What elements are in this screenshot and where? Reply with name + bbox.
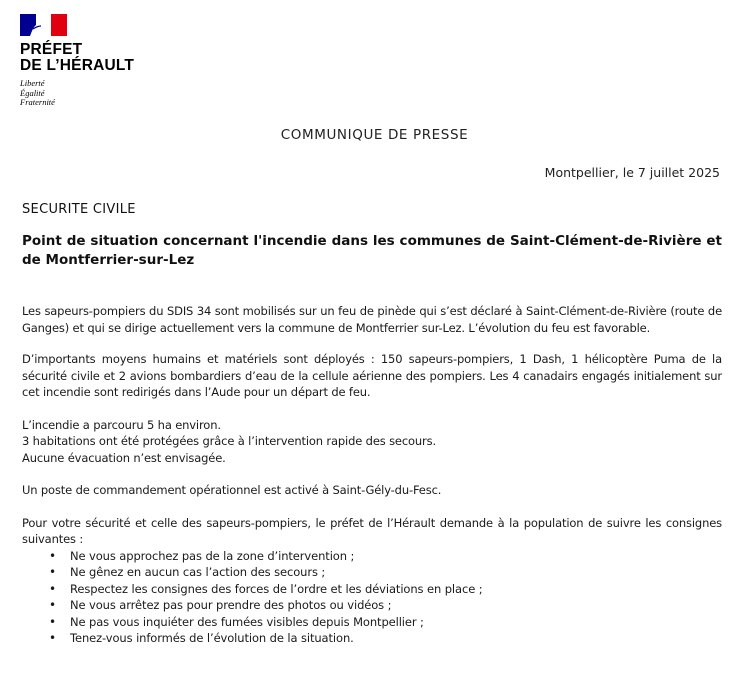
republic-motto (20, 79, 134, 108)
consignes-list (22, 548, 722, 647)
list-item: • Ne vous arrêtez pas pour prendre des photos ou vidéos ; (22, 597, 722, 614)
list-item: • Ne pas vous inquiéter des fumées visibles depuis Montpellier ; (22, 614, 722, 631)
motto-fraternite: Fraternité (20, 97, 55, 107)
bilan-line-surface: L’incendie a parcouru 5 ha environ. (22, 417, 221, 432)
section-heading: SECURITE CIVILE (22, 202, 136, 217)
document-body (22, 303, 722, 647)
prefecture-logo (20, 14, 134, 108)
flag-red-band (51, 14, 67, 36)
list-item: • Ne vous approchez pas de la zone d’intervention ; (22, 548, 722, 565)
paragraph-consignes-intro: Pour votre sécurité et celle des sapeurs-pompiers, le préfet de l’Hérault demande à la population de suivre les consignes suivantes : (22, 515, 722, 546)
list-item: • Ne gênez en aucun cas l’action des secours ; (22, 564, 722, 581)
document-date: Montpellier, le 7 juillet 2025 (544, 165, 720, 180)
prefet-title-line-2: DE L’HÉRAULT (20, 57, 135, 74)
document-subject: Point de situation concernant l'incendie dans les communes de Saint-Clément-de-Rivière et de Montferrier-sur-Lez (22, 233, 722, 268)
prefet-title-line-1: PRÉFET (20, 41, 83, 58)
bilan-line-habitations: 3 habitations ont été protégées grâce à l’intervention rapide des secours. (22, 434, 436, 448)
paragraph-moyens: D’importants moyens humains et matériels sont déployés : 150 sapeurs-pompiers, 1 Dash, 1 hélicoptère Puma de la sécurité civile et 2 avions bombardiers d’eau de la cellule aérienne des pompiers. Les 4 canadairs engagés initialement sur cet incendie sont redirigés dans l’Aude pour un départ de feu. (22, 352, 722, 399)
list-item: • Respectez les consignes des forces de l’ordre et les déviations en place ; (22, 581, 722, 598)
paragraph-bilan (22, 417, 722, 467)
paragraph-situation: Les sapeurs-pompiers du SDIS 34 sont mobilisés sur un feu de pinède qui s’est déclaré à Saint-Clément-de-Rivière (route de Ganges) et qui se dirige actuellement vers la commune de Montferrier sur-Lez. L’évolution du feu est favorable. (22, 304, 722, 335)
prefet-title (20, 42, 134, 74)
bilan-line-evacuation: Aucune évacuation n’est envisagée. (22, 450, 226, 465)
paragraph-poste-commandement: Un poste de commandement opérationnel est activé à Saint-Gély-du-Fesc. (22, 483, 442, 497)
marianne-flag-icon (20, 14, 67, 36)
motto-liberte: Liberté (20, 78, 45, 88)
motto-egalite: Égalité (20, 87, 45, 98)
document-title: COMMUNIQUE DE PRESSE (280, 127, 469, 143)
list-item: • Tenez-vous informés de l’évolution de la situation. (22, 630, 722, 647)
